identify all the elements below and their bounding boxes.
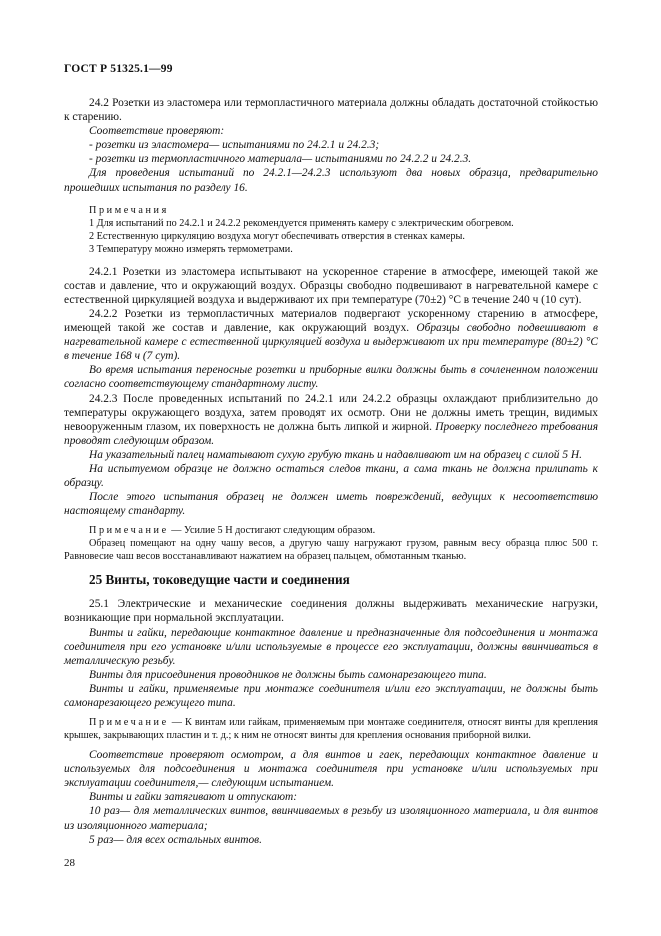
no-self-cutting: Винты и гайки, применяемые при монтаже соединителя и/или его эксплуатации, не должны быть самонарезающего режущего типа. bbox=[64, 682, 598, 709]
clause-24-2-2 bbox=[64, 307, 598, 363]
note-screws bbox=[64, 716, 598, 742]
document-header: ГОСТ Р 51325.1—99 bbox=[64, 63, 173, 75]
note-2: 2 Естественную циркуляцию воздуха могут обеспечивать отверстия в стенках камеры. bbox=[89, 230, 465, 242]
five-times: 5 раз— для всех остальных винтов. bbox=[89, 833, 262, 846]
note-force-detail: Образец помещают на одну чашу весов, а другую чашу нагружают грузом, равным весу образца плюс 500 г. Равновесие чаш весов восстанавливают нажатием на образец пальцем, обмотанным тканью. bbox=[64, 538, 598, 563]
note-force-label: Примечание bbox=[89, 525, 169, 537]
clause-24-2-2-plain: 24.2.2 Розетки из термопластичных материалов подвергают ускоренному старению в атмосфере, имеющей такой же состав и давление, как окружающий воздух. bbox=[64, 307, 598, 335]
notes-heading: Примечания bbox=[89, 204, 169, 216]
clause-25-1: 25.1 Электрические и механические соединения должны выдерживать механические нагрузки, возникающие при нормальной эксплуатации. bbox=[64, 598, 598, 625]
clause-24-2: 24.2 Розетки из эластомера или термопластичного материала должны обладать достаточной стойкостью к старению. bbox=[64, 97, 598, 124]
after-test: После этого испытания образец не должен иметь повреждений, ведущих к несоответствию настоящему стандарту. bbox=[64, 491, 598, 518]
clause-24-2-2-italic: Образцы свободно подвешивают в нагревательной камере с естественной циркуляцией воздуха и выдерживают их при температуре (80±2) °С в течение 168 ч (7 сут). bbox=[64, 322, 598, 363]
note-3: 3 Температуру можно измерять термометрами. bbox=[89, 243, 293, 255]
no-self-tapping: Винты для присоединения проводников не должны быть самонарезающего типа. bbox=[89, 668, 487, 681]
no-traces: На испытуемом образце не должно остаться следов ткани, а сама ткань не должна прилипать к образцу. bbox=[64, 462, 598, 490]
clause-24-2-samples: Для проведения испытаний по 24.2.1—24.2.3 используют два новых образца, предварительно прошедших испытания по разделу 16. bbox=[64, 167, 598, 194]
tighten-loosen: Винты и гайки затягивают и отпускают: bbox=[89, 791, 298, 804]
screws-contact: Винты и гайки, передающие контактное давление и предназначенные для подсоединения и монтажа соединителя при его установке и/или используемые в процессе его эксплуатации, должны ввинчиваться в металлическую резьбу. bbox=[64, 626, 598, 667]
clause-24-2-item-2: - розетки из термопластичного материала— испытаниями по 24.2.2 и 24.2.3. bbox=[89, 153, 472, 166]
finger-test: На указательный палец наматывают сухую грубую ткань и надавливают им на образец с силой 5 Н. bbox=[89, 448, 582, 461]
clause-24-2-item-1: - розетки из эластомера— испытаниями по 24.2.1 и 24.2.3; bbox=[89, 139, 380, 152]
clause-25-compliance: Соответствие проверяют осмотром, а для винтов и гаек, передающих контактное давление и используемых для подсоединения и монтажа соединителя при установке и/или используемых при эксплуатации соединителя,— следующим испытанием. bbox=[64, 749, 598, 790]
clause-24-2-3-italic: Проверку последнего требования проводят следующим образом. bbox=[64, 420, 598, 447]
clause-24-2-2-test-note: Во время испытания переносные розетки и приборные вилки должны быть в сочлененном положении согласно соответствующему стандартному листу. bbox=[64, 364, 598, 391]
note-screws-label: Примечание bbox=[89, 717, 169, 729]
page-content bbox=[64, 96, 598, 847]
clause-24-2-compliance: Соответствие проверяют: bbox=[89, 125, 225, 138]
page-number: 28 bbox=[64, 857, 75, 869]
note-1: 1 Для испытаний по 24.2.1 и 24.2.2 рекомендуется применять камеру с электрическим обогревом. bbox=[89, 217, 514, 229]
note-screws-text: — К винтам или гайкам, применяемым при монтаже соединителя, относят винты для крепления крышек, закрывающих пластин и т. д.; к ним не относят винты для крепления основания приборной вилки. bbox=[64, 717, 598, 742]
clause-24-2-3-plain: 24.2.3 После проведенных испытаний по 24.2.1 или 24.2.2 образцы охлаждают приблизительно до температуры окружающего воздуха, затем проводят их осмотр. Они не должны иметь трещин, видимых невооруженным глазом, их поверхность не должна быть липкой и жирной. bbox=[64, 392, 598, 433]
section-25-heading: 25 Винты, токоведущие части и соединения bbox=[89, 572, 350, 588]
note-force-text: — Усилие 5 Н достигают следующим образом. bbox=[168, 525, 376, 537]
clause-24-2-1: 24.2.1 Розетки из эластомера испытывают на ускоренное старение в атмосфере, имеющей такой же состав и давление, что и окружающий воздух. Образцы свободно подвешивают в нагревательной камере с естественной циркуляцией воздуха и выдерживают их при температуре (70±2) °С в течение 240 ч (10 сут). bbox=[64, 265, 598, 306]
ten-times: 10 раз— для металлических винтов, ввинчиваемых в резьбу из изоляционного материала, и для винтов из изоляционного материала; bbox=[64, 805, 598, 832]
note-force bbox=[64, 524, 598, 537]
clause-24-2-3 bbox=[64, 392, 598, 448]
